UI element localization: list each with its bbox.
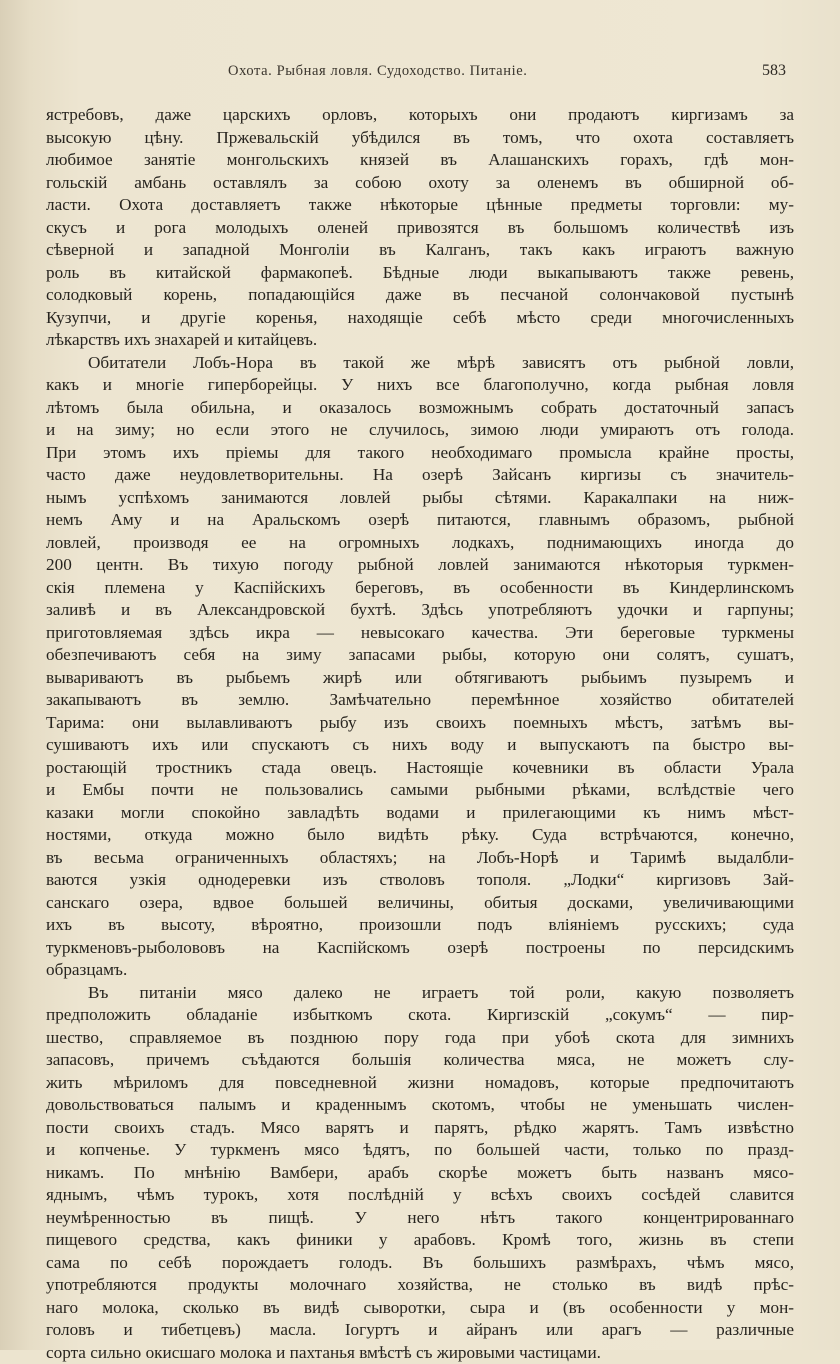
text-line: казаки могли спокойно завладѣть водами и прилегающими къ нимъ мѣст- bbox=[46, 802, 794, 825]
text-line: лѣтомъ была обильна, и оказалось возможнымъ собрать достаточный запасъ bbox=[46, 397, 794, 420]
text-line: предположить обладаніе избыткомъ скота. Киргизскій „сокумъ“ — пир- bbox=[46, 1004, 794, 1027]
text-line: ловлей, производя ее на огромныхъ лодкахъ, поднимающихъ иногда до bbox=[46, 532, 794, 555]
text-line: въ весьма ограниченныхъ областяхъ; на Лобъ-Норѣ и Таримѣ выдалбли- bbox=[46, 847, 794, 870]
text-line: сѣверной и западной Монголіи въ Калганъ, такъ какъ играютъ важную bbox=[46, 239, 794, 262]
text-line: закапываютъ въ землю. Замѣчательно перемѣнное хозяйство обитателей bbox=[46, 689, 794, 712]
text-line: запасовъ, причемъ съѣдаются большія количества мяса, не можетъ слу- bbox=[46, 1049, 794, 1072]
running-title: Охота. Рыбная ловля. Судоходство. Питаніе. bbox=[228, 63, 527, 80]
text-line: ностями, откуда можно было видѣть рѣку. Суда встрѣчаются, конечно, bbox=[46, 824, 794, 847]
text-line: немъ Аму и на Аральскомъ озерѣ питаются, главнымъ образомъ, рыбной bbox=[46, 509, 794, 532]
text-line: и копченье. У туркменъ мясо ѣдятъ, по большей части, только по празд- bbox=[46, 1139, 794, 1162]
text-line: пищевого средства, какъ финики у арабовъ. Кромѣ того, жизнь въ степи bbox=[46, 1229, 794, 1252]
text-line: Обитатели Лобъ-Нора въ такой же мѣрѣ зависятъ отъ рыбной ловли, bbox=[46, 352, 794, 375]
text-line: сорта сильно окисшаго молока и пахтанья вмѣстѣ съ жировыми частицами. bbox=[46, 1342, 794, 1364]
text-line: сушиваютъ ихъ или спускаютъ съ нихъ воду и выпускаютъ па быстро вы- bbox=[46, 734, 794, 757]
text-line: нымъ успѣхомъ занимаются ловлей рыбы сѣтями. Каракалпаки на ниж- bbox=[46, 487, 794, 510]
text-line: роль въ китайской фармакопеѣ. Бѣдные люди выкапываютъ также ревень, bbox=[46, 262, 794, 285]
text-line: часто даже неудовлетворительны. На озерѣ Зайсанъ киргизы съ значитель- bbox=[46, 464, 794, 487]
text-line: Тарима: они вылавливаютъ рыбу изъ своихъ поемныхъ мѣстъ, затѣмъ вы- bbox=[46, 712, 794, 735]
text-line: ваются узкія однодеревки изъ стволовъ тополя. „Лодки“ киргизовъ Зай- bbox=[46, 869, 794, 892]
text-line: заливѣ и въ Александровской бухтѣ. Здѣсь употребляютъ удочки и гарпуны; bbox=[46, 599, 794, 622]
text-line: неумѣренностью въ пищѣ. У него нѣтъ такого концентрированнаго bbox=[46, 1207, 794, 1230]
text-line: ласти. Охота доставляетъ также нѣкоторые цѣнные предметы торговли: му- bbox=[46, 194, 794, 217]
text-line: солодковый корень, попадающійся даже въ песчаной солончаковой пустынѣ bbox=[46, 284, 794, 307]
text-line: Кузупчи, и другіе коренья, находящіе себѣ мѣсто среди многочисленныхъ bbox=[46, 307, 794, 330]
text-line: ястребовъ, даже царскихъ орловъ, которыхъ они продаютъ киргизамъ за bbox=[46, 104, 794, 127]
text-line: ростающій тростникъ стада овецъ. Настоящіе кочевники въ области Урала bbox=[46, 757, 794, 780]
text-line: При этомъ ихъ пріемы для такого необходимаго промысла крайне просты, bbox=[46, 442, 794, 465]
text-line: головъ и тибетцевъ) масла. Іогуртъ и айранъ или арагъ — различные bbox=[46, 1319, 794, 1342]
text-line: санскаго озера, вдвое большей величины, обитыя досками, увеличивающими bbox=[46, 892, 794, 915]
text-line: приготовляемая здѣсь икра — невысокаго качества. Эти береговые туркмены bbox=[46, 622, 794, 645]
text-line: никамъ. По мнѣнію Вамбери, арабъ скорѣе можетъ быть названъ мясо- bbox=[46, 1162, 794, 1185]
text-line: и на зиму; но если этого не случилось, зимою люди умираютъ отъ голода. bbox=[46, 419, 794, 442]
text-line: гольскій амбань оставлялъ за собою охоту за оленемъ въ обширной об- bbox=[46, 172, 794, 195]
text-line: наго молока, сколько въ видѣ сыворотки, сыра и (въ особенности у мон- bbox=[46, 1297, 794, 1320]
text-line: довольствоваться палымъ и краденнымъ скотомъ, чтобы не уменьшать числен- bbox=[46, 1094, 794, 1117]
text-line: какъ и многіе гиперборейцы. У нихъ все благополучно, когда рыбная ловля bbox=[46, 374, 794, 397]
text-line: скусъ и рога молодыхъ оленей привозятся въ большомъ количествѣ изъ bbox=[46, 217, 794, 240]
text-line: сама по себѣ порождаетъ голодъ. Въ большихъ размѣрахъ, чѣмъ мясо, bbox=[46, 1252, 794, 1275]
text-line: обезпечиваютъ себя на зиму запасами рыбы, которую они солятъ, сушатъ, bbox=[46, 644, 794, 667]
text-line: образцамъ. bbox=[46, 959, 794, 982]
text-line: высокую цѣну. Пржевальскій убѣдился въ томъ, что охота составляетъ bbox=[46, 127, 794, 150]
text-line: туркменовъ-рыболововъ на Каспійскомъ озерѣ построены по персидскимъ bbox=[46, 937, 794, 960]
body-text bbox=[46, 104, 794, 1364]
text-line: жить мѣриломъ для повседневной жизни номадовъ, которые предпочитаютъ bbox=[46, 1072, 794, 1095]
page-number: 583 bbox=[762, 62, 786, 80]
text-line: ихъ въ высоту, вѣроятно, произошли подъ вліяніемъ русскихъ; суда bbox=[46, 914, 794, 937]
page-header bbox=[0, 63, 840, 87]
text-line: лѣкарствъ ихъ знахарей и китайцевъ. bbox=[46, 329, 794, 352]
text-line: шество, справляемое въ позднюю пору года при убоѣ скота для зимнихъ bbox=[46, 1027, 794, 1050]
text-line: яднымъ, чѣмъ турокъ, хотя послѣдній у всѣхъ своихъ сосѣдей славится bbox=[46, 1184, 794, 1207]
text-line: и Ембы почти не пользовались самыми рыбными рѣками, вслѣдствіе чего bbox=[46, 779, 794, 802]
text-line: любимое занятіе монгольскихъ князей въ Алашанскихъ горахъ, гдѣ мон- bbox=[46, 149, 794, 172]
text-line: Въ питаніи мясо далеко не играетъ той роли, какую позволяетъ bbox=[46, 982, 794, 1005]
text-line: 200 центн. Въ тихую погоду рыбной ловлей занимаются нѣкоторыя туркмен- bbox=[46, 554, 794, 577]
text-line: употребляются продукты молочнаго хозяйства, не столько въ видѣ прѣс- bbox=[46, 1274, 794, 1297]
text-line: пости своихъ стадъ. Мясо варятъ и парятъ, рѣдко жарятъ. Тамъ извѣстно bbox=[46, 1117, 794, 1140]
text-line: скія племена у Каспійскихъ береговъ, въ особенности въ Киндерлинскомъ bbox=[46, 577, 794, 600]
text-line: вывариваютъ въ рыбьемъ жирѣ или обтягиваютъ рыбьимъ пузыремъ и bbox=[46, 667, 794, 690]
